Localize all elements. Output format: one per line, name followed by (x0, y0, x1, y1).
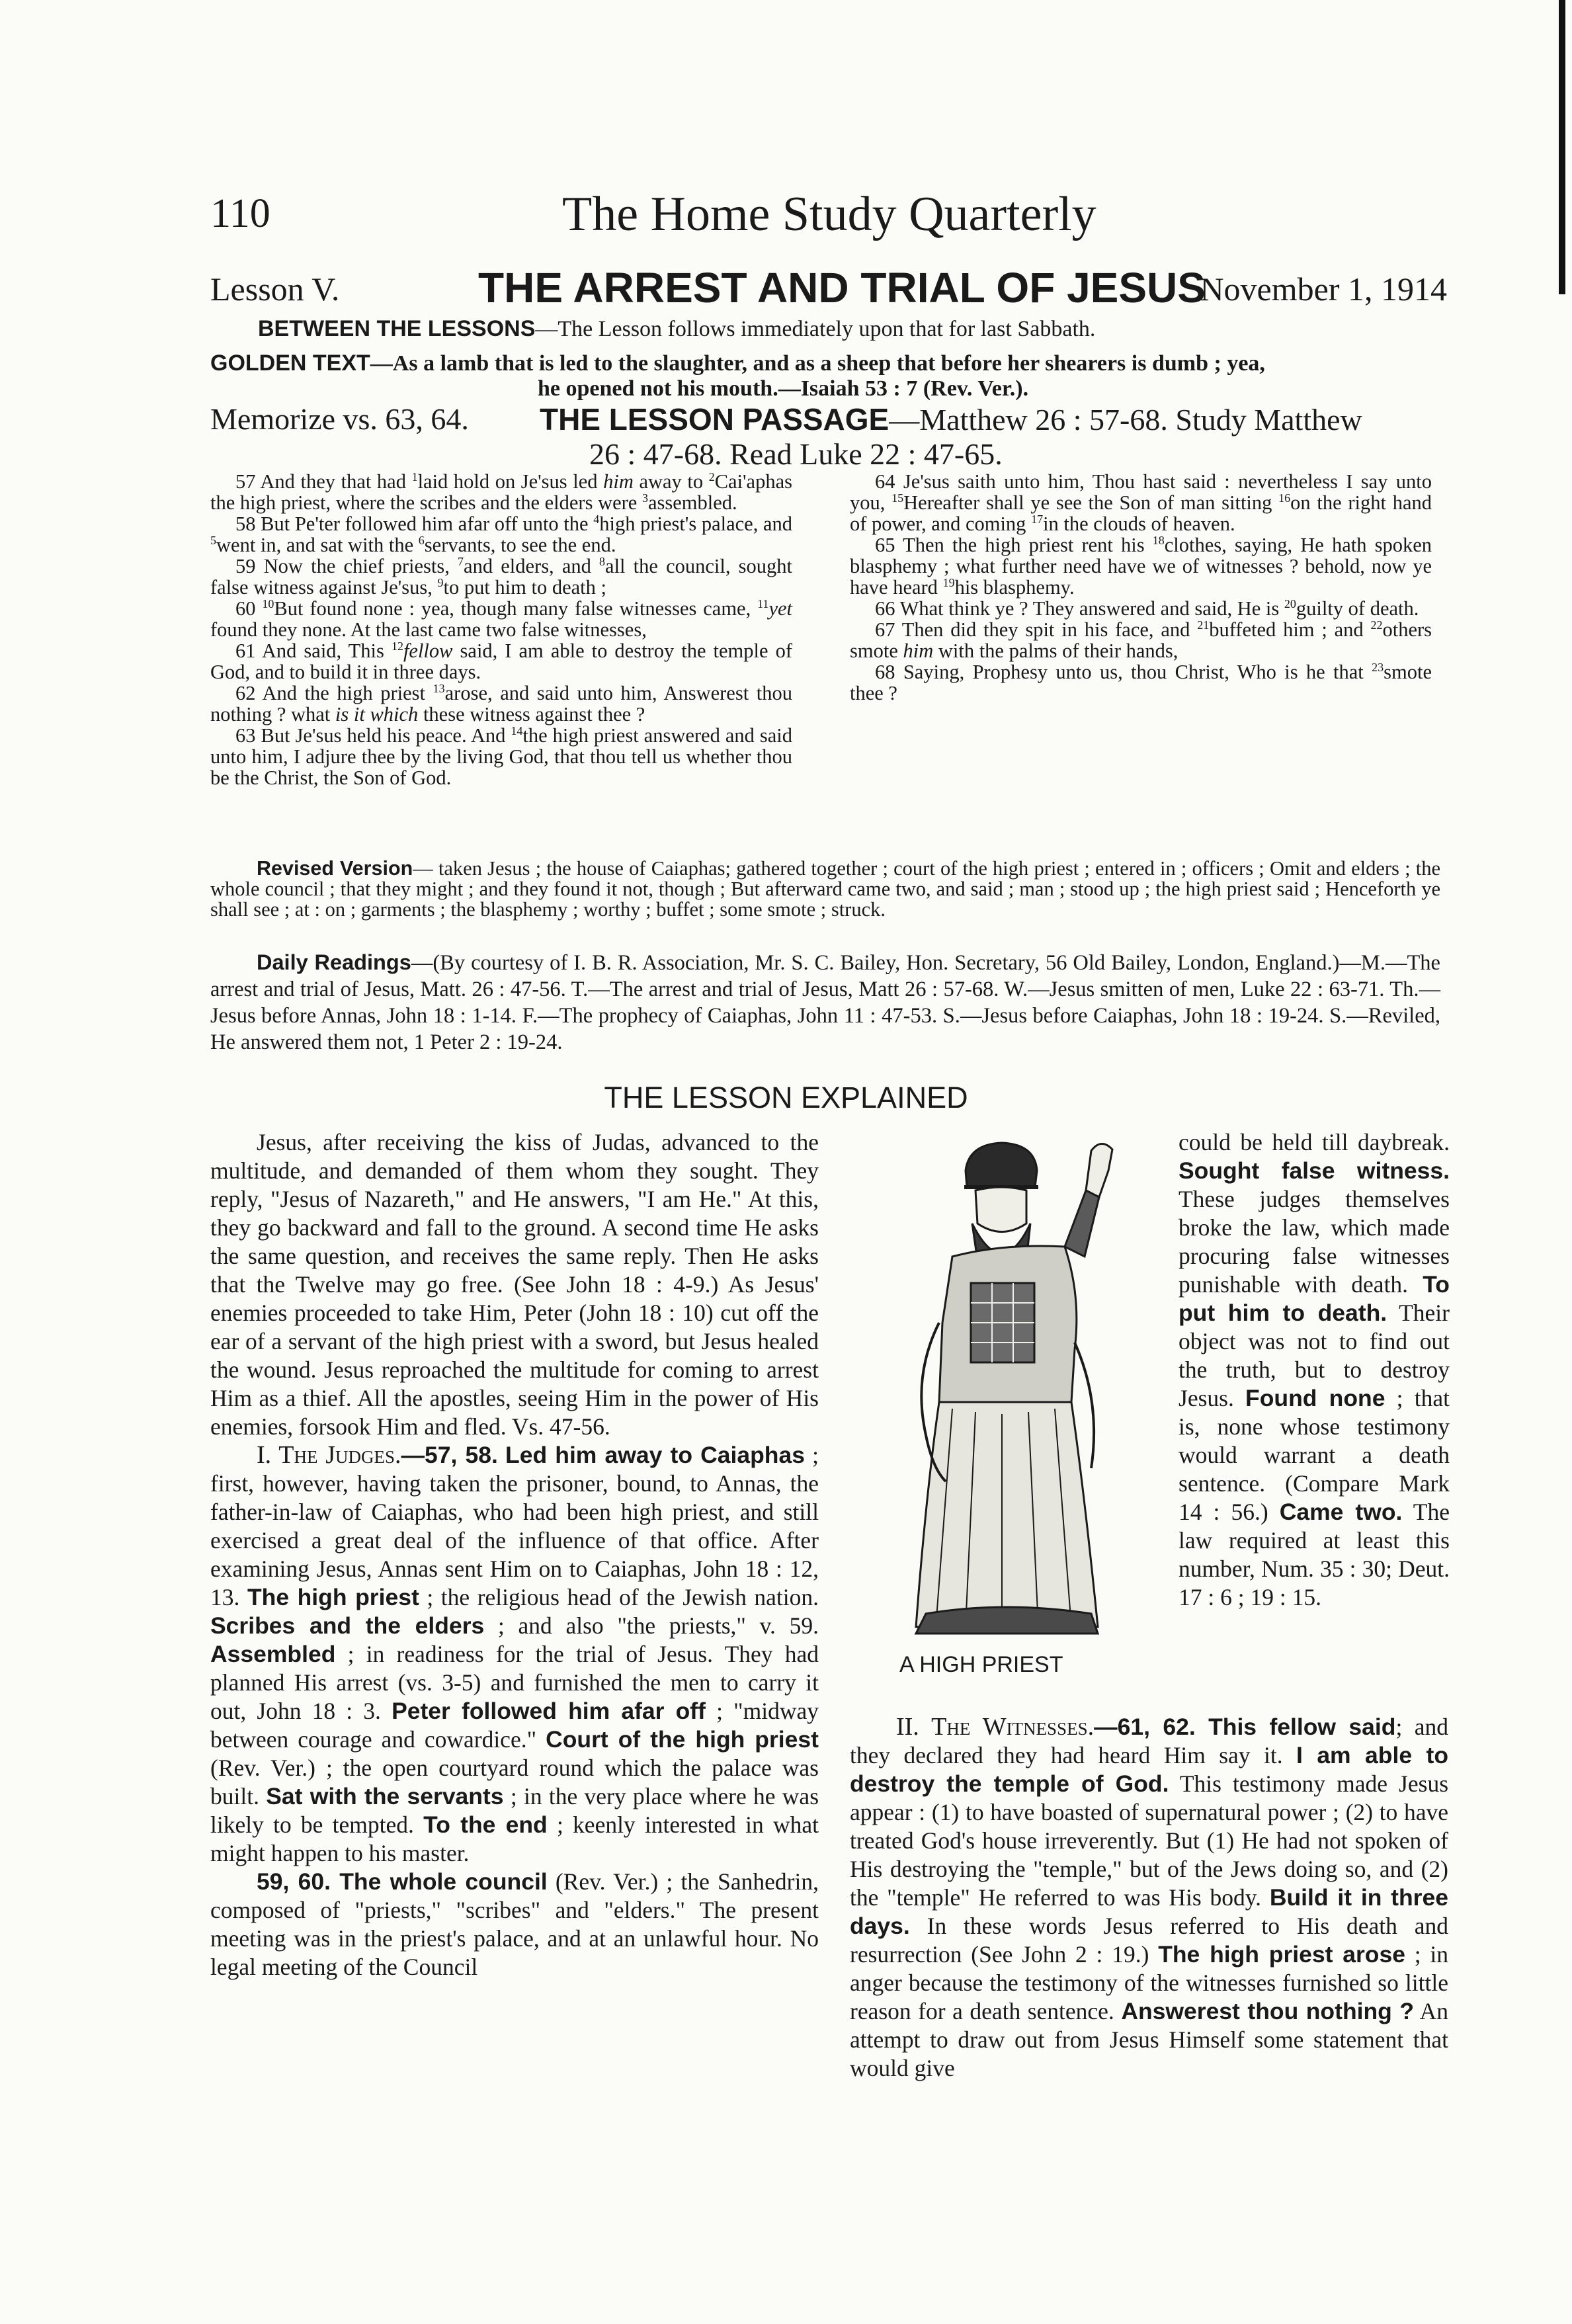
verses-right-column (850, 471, 1432, 704)
revised-version-notes (210, 858, 1440, 920)
verse-62: 62 And the high priest $^{13}$arose, and said unto him, Answerest thou nothing ? what is it which these witness against thee ? (210, 681, 792, 726)
verse-61: 61 And said, This $^{12}$fellow said, I am able to destroy the temple of God, and to build it in three days. (210, 639, 792, 683)
explanation-narrow-column (1179, 1128, 1450, 1612)
verse-65: 65 Then the high priest rent his $^{18}$clothes, saying, He hath spoken blasphemy ; what further need have we of witnesses ? behold, now ye have heard $^{19}$his blasphemy. (850, 533, 1432, 599)
memorize-row (210, 402, 1447, 481)
intro-paragraph: Jesus, after receiving the kiss of Judas, advanced to the multitude, and demanded of them whom they sought. They reply, "Jesus of Nazareth," and He answers, "I am He." At this, they go backward and fall to the ground. A second time He asks the same question, and receives the same reply. Then He asks that the Twelve may go free. (See John 18 : 4-9.) As Jesus' enemies proceeded to take Him, Peter (John 18 : 10) cut off the ear of a servant of the high priest with a sword, but Jesus healed the wound. Jesus reproached the multitude for coming to arrest Him as a thief. All the apostles, seeing Him in the power of His enemies, forsook Him and fled. Vs. 47-56. (210, 1129, 819, 1440)
passage-label: THE LESSON PASSAGE (540, 402, 889, 436)
running-title: The Home Study Quarterly (562, 187, 1096, 241)
memorize-verses: Memorize vs. 63, 64. (210, 402, 469, 436)
lesson-explained-heading: THE LESSON EXPLAINED (604, 1081, 968, 1114)
verse-64: 64 Je'sus saith unto him, Thou hast said : nevertheless I say unto you, $^{15}$Hereafter shall ye see the Son of man sitting $^{16}$on the right hand of power, and coming $^{17}$in the clouds of heaven. (850, 470, 1432, 535)
between-label: BETWEEN THE LESSONS (258, 316, 536, 341)
verse-60: 60 $^{10}$But found none : yea, though many false witnesses came, $^{11}$yet found they none. At the last came two false witnesses, (210, 597, 792, 641)
between-text: —The Lesson follows immediately upon that for last Sabbath. (535, 317, 1096, 341)
passage-reference: —Matthew 26 : 57-68. Study Matthew (889, 403, 1362, 436)
explanation-left-column (210, 1128, 819, 1981)
revised-version-label: Revised Version (257, 857, 413, 880)
verse-59: 59 Now the chief priests, $^7$and elders, and $^8$all the council, sought false witness against Je'sus, $^9$to put him to death ; (210, 554, 792, 599)
page-number: 110 (210, 191, 270, 236)
verse-63: 63 But Je'sus held his peace. And $^{14}$the high priest answered and said unto him, I adjure thee by the living God, that thou tell us whether thou be the Christ, the Son of God. (210, 724, 792, 789)
lesson-date: November 1, 1914 (1200, 270, 1447, 308)
golden-text (210, 351, 1447, 401)
page-edge-rule (1559, 0, 1565, 294)
daily-readings-label: Daily Readings (257, 950, 411, 974)
verse-67: 67 Then did they spit in his face, and $^{21}$buffeted him ; and $^{22}$others smote him with the palms of their hands, (850, 618, 1432, 662)
golden-text-line1: —As a lamb that is led to the slaughter, and as a sheep that before her shearers is dumb ; yea, (370, 351, 1265, 376)
revised-version-text: — taken Jesus ; the house of Caiaphas; gathered together ; court of the high priest ; entered in ; officers ; Omit and elders ; the whole council ; that they might ; and they found it not, though ; But afterward came two, and said ; man ; stood up ; the high priest said ; Henceforth ye shall see ; at : on ; garments ; the blasphemy ; worthy ; buffet ; some smote ; struck. (210, 857, 1440, 921)
golden-text-line2: he opened not his mouth.—Isaiah 53 : 7 (Rev. Ver.). (538, 376, 1029, 401)
verse-68: 68 Saying, Prophesy unto us, thou Christ, Who is he that $^{23}$smote thee ? (850, 660, 1432, 704)
section-witnesses: II. The Witnesses.—61, 62. This fellow said; and they declared they had heard Him say it. I am able to destroy the temple of God. This testimony made Jesus appear : (1) to have boasted of supernatural power ; (2) to have treated God's house irreverently. But (1) He had not spoken of His destroying the "temple," but of the Jews doing so, and (2) the "temple" He referred to was His body. Build it in three days. In these words Jesus referred to His death and resurrection (See John 2 : 19.) The high priest arose ; in anger because the testimony of the witnesses furnished so little reason for a death sentence. Answerest thou nothing ? An attempt to draw out from Jesus Himself some statement that would give (850, 1713, 1449, 2081)
daily-readings-text: —(By courtesy of I. B. R. Association, Mr. S. C. Bailey, Hon. Secretary, 56 Old Bailey, London, England.)—M.—The arrest and trial of Jesus, Matt. 26 : 47-56. T.—The arrest and trial of Jesus, Matt 26 : 57-68. W.—Jesus smitten of men, Luke 22 : 63-71. Th.—Jesus before Annas, John 18 : 1-14. F.—The prophecy of Caiaphas, John 11 : 47-53. S.—Jesus before Caiaphas, John 18 : 19-24. S.—Reviled, He answered them not, 1 Peter 2 : 19-24. (210, 951, 1440, 1054)
verse-58: 58 But Pe'ter followed him afar off unto the $^4$high priest's palace, and $^5$went in, and sat with the $^6$servants, to see the end. (210, 512, 793, 556)
section-council: 59, 60. The whole council (Rev. Ver.) ; the Sanhedrin, composed of "priests," "scribes" and "elders." The present meeting was in the priest's palace, and at an unlawful hour. No legal meeting of the Council (210, 1868, 819, 1980)
lesson-header (210, 263, 1447, 316)
lesson-number: Lesson V. (210, 270, 340, 308)
high-priest-illustration (853, 1124, 1171, 1667)
golden-label: GOLDEN TEXT (210, 351, 370, 376)
narrow-paragraph: could be held till daybreak. Sought false witness. These judges themselves broke the law, which made procuring false witnesses punishable with death. To put him to death. Their object was not to find out the truth, but to destroy Jesus. Found none ; that is, none whose testimony would warrant a death sentence. (Compare Mark 14 : 56.) Came two. The law required at least this number, Num. 35 : 30; Deut. 17 : 6 ; 19 : 15. (1179, 1129, 1450, 1610)
figure-caption: A HIGH PRIEST (899, 1652, 1063, 1677)
section-judges: I. The Judges.—57, 58. Led him away to Caiaphas ; first, however, having taken the prisoner, bound, to Annas, the father-in-law of Caiaphas, who had been high priest, and still exercised a great deal of the influence of that office. After examining Jesus, Annas sent Him on to Caiaphas, John 18 : 12, 13. The high priest ; the religious head of the Jewish nation. Scribes and the elders ; and also "the priests," v. 59. Assembled ; in readiness for the trial of Jesus. They had planned His arrest (vs. 3-5) and furnished the men to carry it out, John 18 : 3. Peter followed him afar off ; "midway between courage and cowardice." Court of the high priest (Rev. Ver.) ; the open courtyard round which the palace was built. Sat with the servants ; in the very place where he was likely to be tempted. To the end ; keenly interested in what might happen to his master. (210, 1441, 819, 1866)
verse-57: 57 And they that had $^1$laid hold on Je'sus led him away to $^2$Cai'aphas the high priest, where the scribes and the elders were $^3$assembled. (210, 470, 792, 514)
verse-66: 66 What think ye ? They answered and said, He is $^{20}$guilty of death. (875, 597, 1419, 620)
daily-readings (210, 949, 1440, 1056)
high-priest-figure-icon (853, 1124, 1171, 1653)
passage-reference-line2: 26 : 47-68. Read Luke 22 : 47-65. (589, 437, 1003, 471)
lesson-passage-heading (540, 402, 1447, 472)
lesson-title: THE ARREST AND TRIAL OF JESUS (478, 264, 1206, 311)
verses-left-column (210, 471, 792, 788)
explanation-right-lower-column (850, 1713, 1448, 2083)
between-the-lessons (258, 316, 1448, 342)
